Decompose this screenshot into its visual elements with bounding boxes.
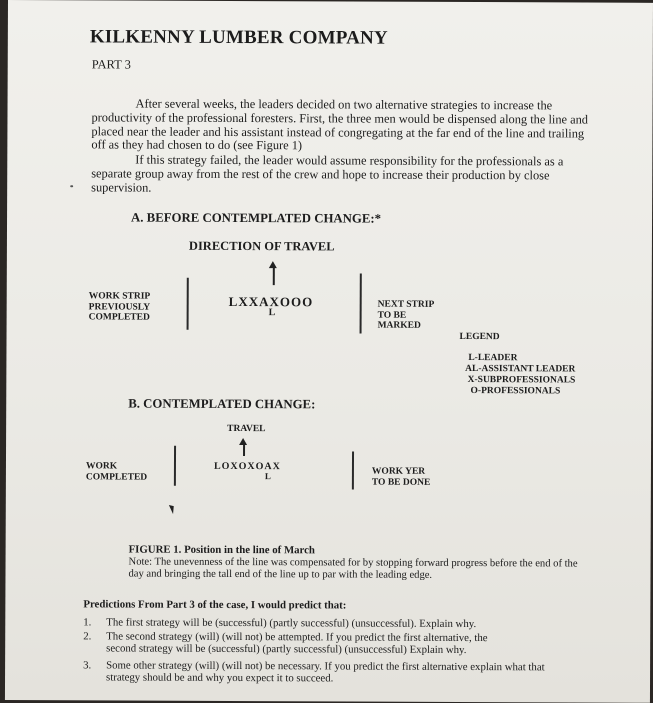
next-strip-label: NEXT STRIP TO BE MARKED <box>377 299 435 331</box>
travel-label: TRAVEL <box>227 423 266 435</box>
paragraph-1 <box>91 97 591 154</box>
section-b-heading: B. CONTEMPLATED CHANGE: <box>128 396 316 412</box>
prediction-item <box>83 659 583 685</box>
right-boundary-line-a <box>360 274 362 334</box>
prediction-number: 3. <box>83 659 92 672</box>
legend-item: L-LEADER <box>468 353 518 364</box>
predictions-heading: Predictions From Part 3 of the case, I would predict that: <box>83 598 347 612</box>
prediction-number: 2. <box>83 630 92 643</box>
legend-item: O-PROFESSIONALS <box>470 386 561 397</box>
prediction-text: The second strategy (will) (will not) be attempted. If you predict the first alternative, the second strategy will be (successful) (partly successful) (unsuccessful) Explain why. <box>106 630 488 656</box>
up-arrow-icon <box>273 267 275 285</box>
paragraph-1-text: After several weeks, the leaders decided on two alternative strategies to increase the productivity of the professional foresters. First, the three men would be dispensed along the line and placed near the leader and his assistant instead of congregating at the far end of the line and trailing off as they had chosen to do (see Figure 1) <box>91 96 589 153</box>
up-arrow-icon <box>243 444 245 456</box>
legend-item: AL-ASSISTANT LEADER <box>465 363 576 375</box>
direction-of-travel-label: DIRECTION OF TRAVEL <box>188 238 335 254</box>
work-completed-label: WORK COMPLETED <box>85 461 148 483</box>
crew-positions-b: LOXOXOAX <box>213 460 281 473</box>
document-page <box>5 0 653 703</box>
prediction-item <box>83 630 583 656</box>
prediction-text: The first strategy will be (successful) (partly successful) (unsuccessful). Explain why. <box>106 616 477 631</box>
prediction-text: Some other strategy (will) (will not) be necessary. If you predict the first alternative explain what that strategy should be and why you expect it to succeed. <box>106 659 545 685</box>
leader-mark-b: L <box>264 471 272 482</box>
prediction-item <box>83 616 583 631</box>
right-boundary-line-b <box>352 452 354 490</box>
crew-positions-a: LXXAXOOO <box>228 293 314 310</box>
prediction-number: 1. <box>83 616 92 629</box>
section-a-heading: A. BEFORE CONTEMPLATED CHANGE:* <box>131 210 382 226</box>
legend-list <box>457 353 575 398</box>
left-boundary-line-a <box>187 278 189 330</box>
paragraph-2 <box>91 153 591 197</box>
mouse-cursor-icon <box>169 503 177 514</box>
part-label: PART 3 <box>91 57 131 72</box>
document-title: KILKENNY LUMBER COMPANY <box>89 26 388 49</box>
work-yet-to-be-done-label: WORK YER TO BE DONE <box>371 466 431 488</box>
paragraph-2-text: If this strategy failed, the leader would assume responsibility for the professionals as a separate group away from the rest of the crew and hope to increase their production by close supervision. <box>91 152 564 195</box>
legend-item: X-SUBPROFESSIONALS <box>467 375 576 386</box>
figure-note: Note: The unevenness of the line was compensated for by stopping forward progress before the end of the day and bringing the tall end of the line up to par with the leading edge. <box>128 556 578 581</box>
left-boundary-line-b <box>174 446 176 486</box>
leader-mark-a: L <box>268 307 277 319</box>
legend-heading: LEGEND <box>459 331 500 343</box>
figure-caption: FIGURE 1. Position in the line of March <box>128 543 315 557</box>
stray-mark <box>70 185 73 187</box>
work-strip-completed-label: WORK STRIP PREVIOUSLY COMPLETED <box>88 291 151 323</box>
